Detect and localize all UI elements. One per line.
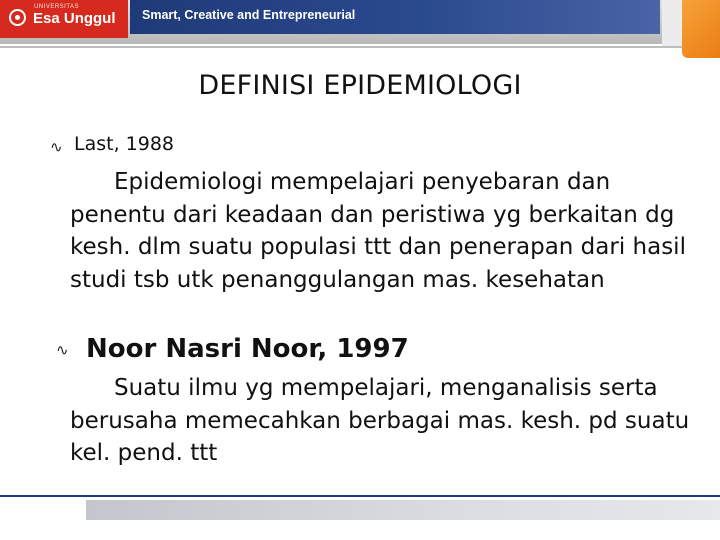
orange-corner-decoration	[682, 0, 720, 58]
definition-paragraph-1	[70, 166, 710, 296]
definition-text-2: Suatu ilmu yg mempelajari, menganalisis serta berusaha memecahkan berbagai mas. kesh. pd suatu kel. pend. ttt	[70, 375, 690, 466]
logo-name: Esa Unggul	[33, 10, 116, 27]
tagline-bar	[130, 0, 660, 34]
flourish-bullet-icon: ∿	[50, 138, 63, 156]
footer-line	[0, 495, 720, 497]
flourish-bullet-icon: ∿	[56, 341, 69, 359]
logo-emblem-icon	[9, 9, 26, 26]
header-divider	[0, 46, 682, 48]
slide-title: DEFINISI EPIDEMIOLOGI	[198, 70, 522, 101]
logo-univ-label: UNIVERSITAS	[34, 4, 80, 10]
definition-text-1: Epidemiologi mempelajari penyebaran dan penentu dari keadaan dan peristiwa yg berkaitan dg kesh. dlm suatu populasi ttt dan penerapan dari hasil studi tsb utk penanggulangan mas. kesehatan	[70, 169, 686, 293]
definition-paragraph-2	[70, 372, 710, 470]
tagline-text: Smart, Creative and Entrepreneurial	[142, 8, 356, 22]
footer-bar	[86, 500, 720, 520]
source-heading-2: Noor Nasri Noor, 1997	[86, 334, 409, 364]
university-logo	[0, 0, 128, 38]
source-heading-1: Last, 1988	[74, 133, 175, 155]
